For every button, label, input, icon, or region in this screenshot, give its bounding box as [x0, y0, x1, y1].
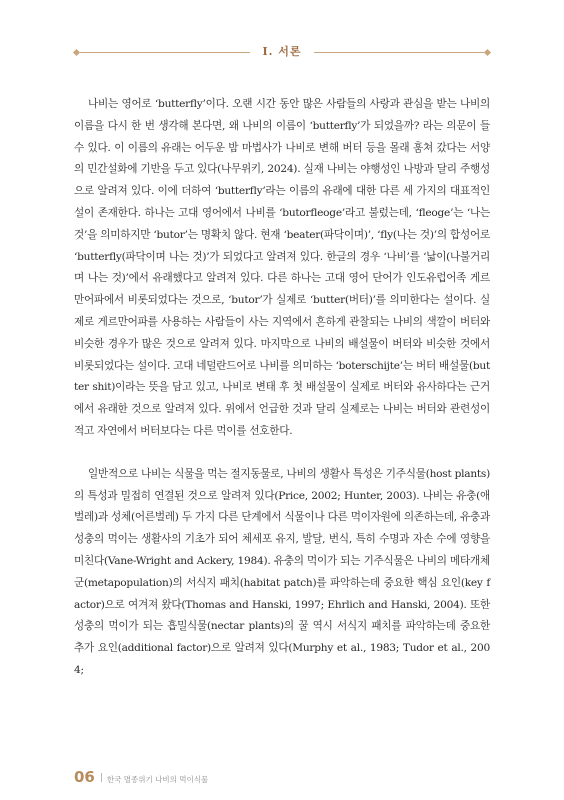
header-rule-left: [80, 52, 250, 53]
paragraph-butterfly-etymology: 나비는 영어로 ‘butterfly’이다. 오랜 시간 동안 많은 사람들의 사랑과 관심을 받는 나비의 이름을 다시 한 번 생각해 본다면, 왜 나비의 이름이 ‘butterfly’가 되었을까? 라는 의문이 들 수 있다. 이 이름의 유래는 어두운 밤 마법사가 나비로 변해 버터 등을 몰래 훔쳐 갔다는 서양의 민간설화에 기반을 두고 있다(나무위키, 2024). 실재 나비는 야행성인 나방과 달리 주행성으로 알려져 있다. 이에 더하여 ‘butterfly’라는 이름의 유래에 대한 다른 세 가지의 대표적인 설이 존재한다. 하나는 고대 영어에서 나비를 ‘butorfleoge’라고 불렀는데, ‘fleoge’는 ‘나는 것’을 의미하지만 ‘butor’는 명확치 않다. 현재 ‘beater(파닥이며)’, ‘fly(나는 것)’의 합성어로 ‘butterfly(파닥이며 나는 것)’가 되었다고 알려져 있다. 한글의 경우 ‘나비’를 ‘낣이(나불거리며 나는 것)’에서 유래했다고 알려져 있다. 다른 하나는 고대 영어 단어가 인도유럽어족 게르만어파에서 비롯되었다는 것으로, ‘butor’가 실제로 ‘butter(버터)’를 의미한다는 설이다. 실제로 게르만어파를 사용하는 사람들이 사는 지역에서 흔하게 관찰되는 나비의 색깔이 버터와 비슷한 경우가 많은 것으로 알려져 있다. 마지막으로 나비의 배설물이 버터와 비슷한 것에서 비롯되었다는 설이다. 고대 네덜란드어로 나비를 의미하는 ‘boterschijte’는 버터 배설물(butter shit)이라는 뜻을 담고 있고, 나비로 변태 후 첫 배설물이 실제로 버터와 유사하다는 근거에서 유래한 것으로 알려져 있다. 위에서 언급한 것과 달리 실제로는 나비는 버터와 관련성이 적고 자연에서 버터보다는 다른 먹이를 선호한다.: [74, 98, 490, 437]
running-header: [74, 40, 490, 64]
page-footer: [74, 768, 208, 786]
header-ornament-left: [73, 49, 80, 56]
paragraph-host-plants: 일반적으로 나비는 식물을 먹는 절지동물로, 나비의 생활사 특성은 기주식물(host plants)의 특성과 밀접히 연결된 것으로 알려져 있다(Price, 2002; Hunter, 2003). 나비는 유충(애벌레)과 성체(어른벌레) 두 가지 다른 단계에서 식물이나 다른 먹이자원에 의존하는데, 유충과 성충의 먹이는 생활사의 기초가 되어 체세포 유지, 발달, 번식, 특히 수명과 자손 수에 영향을 미친다(Vane-Wright and Ackery, 1984). 유충의 먹이가 되는 기주식물은 나비의 메타개체군(metapopulation)의 서식지 패치(habitat patch)를 파악하는데 중요한 핵심 요인(key factor)으로 여겨져 왔다(Thomas and Hanski, 1997; Ehrlich and Hanski, 2004). 또한 성충의 먹이가 되는 흡밀식물(nectar plants)의 꿀 역시 서식지 패치를 파악하는데 중요한 추가 요인(additional factor)으로 알려져 있다(Murphy et al., 1983; Tudor et al., 2004;: [74, 467, 490, 676]
section-title: Ⅰ. 서론: [262, 45, 302, 58]
body-text: [74, 94, 490, 682]
footer-book-title: 한국 멸종위기 나비의 먹이식물: [106, 775, 209, 784]
header-rule-right: [314, 52, 484, 53]
footer-divider: [101, 773, 102, 782]
header-ornament-right: [484, 49, 491, 56]
page-number: 06: [74, 768, 95, 786]
